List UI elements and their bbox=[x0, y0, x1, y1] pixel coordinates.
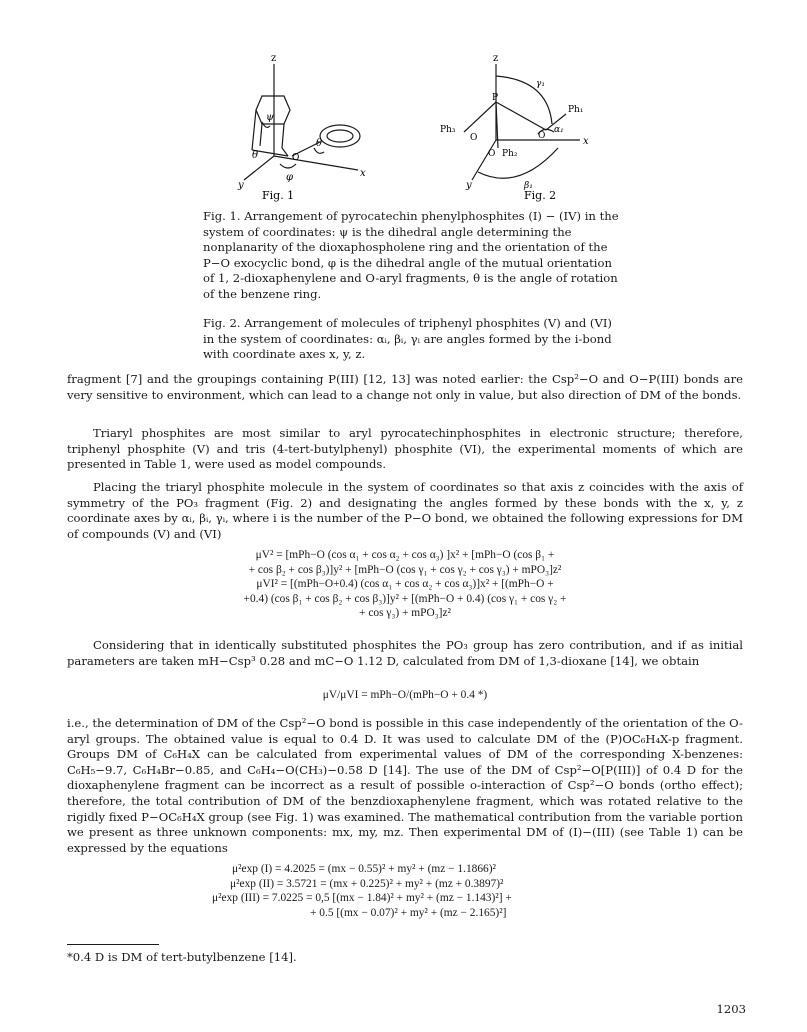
page-number: 1203 bbox=[716, 1002, 746, 1016]
fig2-ph1-label: Ph₁ bbox=[568, 105, 584, 115]
equation-line: μ²exp (III) = 7.0225 = 0,5 [(mx − 1.84)² + my² + (mz − 1.143)²] + bbox=[212, 892, 512, 905]
fig1-theta-symbol-right: θ bbox=[316, 138, 323, 149]
fig2-oxygen-label-3: O bbox=[488, 149, 496, 159]
fig2-ph2-label: Ph₂ bbox=[502, 149, 518, 159]
paragraph-1: fragment [7] and the groupings containing P(III) [12, 13] was noted earlier: the Csp²−O and O−P(III) bonds are very sensitive to environment, which can lead to a change not only in value, but also direction of DM of the bonds. bbox=[67, 372, 743, 402]
fig2-phosphorus-label: P bbox=[492, 93, 499, 103]
fig1-label: Fig. 1 bbox=[262, 189, 295, 202]
fig2-beta1-label: β₁ bbox=[524, 181, 533, 191]
figure-1 bbox=[222, 52, 382, 202]
fig2-gamma1-label: γ₁ bbox=[536, 79, 545, 89]
paragraph-2: Triaryl phosphites are most similar to aryl pyrocatechinphosphites in electronic structure; therefore, triphenyl phosphite (V) and tris (4-tert-butylphenyl) phosphite (VI), the experimental moments of which are presented in Table 1, were used as model compounds. bbox=[67, 426, 743, 472]
fig2-x-axis-label: x bbox=[583, 136, 589, 147]
figure-2 bbox=[418, 52, 603, 202]
fig1-oxygen-label: O bbox=[292, 153, 300, 163]
fig1-caption: Fig. 1. Arrangement of pyrocatechin phenylphosphites (I) − (IV) in the system of coordinates: ψ is the dihedral angle determining the nonplanarity of the dioxaphospholene ring and the orientation of the P−O exocyclic bond, φ is the dihedral angle of the mutual orientation of 1, 2-dioxaphenylene and O-aryl fragments, θ is the angle of rotation of the benzene ring. bbox=[203, 209, 619, 301]
equation-line: μVI² = [(mPh−O+0.4) (cos α₁ + cos α₂ + cos α₃)]x² + [(mPh−O + bbox=[256, 578, 554, 591]
equation-line: + cos β₂ + cos β₃)]y² + [mPh−O (cos γ₁ + cos γ₂ + cos γ₃) + mPO₃]z² bbox=[248, 563, 562, 576]
footnote-rule bbox=[67, 944, 159, 945]
fig2-label: Fig. 2 bbox=[524, 189, 557, 202]
fig1-z-axis-label: z bbox=[271, 53, 277, 64]
fig1-y-axis-label: y bbox=[238, 180, 244, 191]
fig2-ph3-label: Ph₃ bbox=[440, 125, 456, 135]
equation-line: μ²exp (II) = 3.5721 = (mx + 0.225)² + my² + (mz + 0.3897)² bbox=[230, 877, 504, 890]
fig2-caption: Fig. 2. Arrangement of molecules of triphenyl phosphites (V) and (VI) in the system of coordinates: αᵢ, βᵢ, γᵢ are angles formed by the i-bond with coordinate axes x, y, z. bbox=[203, 316, 612, 362]
equation-ratio: μV/μVI = mPh−O/(mPh−O + 0.4 *) bbox=[322, 689, 488, 701]
paragraph-5: i.e., the determination of DM of the Csp²−O bond is possible in this case independently of the orientation of the O-aryl groups. The obtained value is equal to 0.4 D. It was used to calculate DM of the (P)OC₆H₄X-p fragment. Groups DM of C₆H₄X can be calculated from experimental values of DM of the corresponding X-benzenes: C₆H₅−9.7, C₆H₄Br−0.85, and C₆H₄−O(CH₃)−0.58 D [14]. The use of the DM of Csp²−O[P(III)] of 0.4 D for the dioxaphenylene fragment can be incorrect as a result of possible o-interaction of Csp²−O bonds (ortho effect); therefore, the total contribution of DM of the benzdioxaphenylene fragment, which was rotated relative to the rigidly fixed P−OC₆H₄X group (see Fig. 1) was examined. The mathematical contribution from the variable portion we present as three unknown components: mx, my, mz. Then experimental DM of (I)−(III) (see Table 1) can be expressed by the equations bbox=[67, 716, 743, 855]
equation-line: μ²exp (I) = 4.2025 = (mx − 0.55)² + my² + (mz − 1.1866)² bbox=[232, 863, 496, 875]
fig2-y-axis-label: y bbox=[466, 180, 472, 191]
fig1-phi-symbol: φ bbox=[286, 172, 294, 183]
equation-line: + cos γ₃) + mPO₃]z² bbox=[359, 607, 451, 620]
fig2-z-axis-label: z bbox=[493, 53, 499, 64]
fig2-oxygen-label-2: O bbox=[470, 133, 478, 143]
fig1-theta-symbol-left: θ bbox=[252, 150, 259, 161]
paragraph-3: Placing the triaryl phosphite molecule in the system of coordinates so that axis z coincides with the axis of symmetry of the PO₃ fragment (Fig. 2) and designating the angles formed by these bonds with the x, y, z coordinate axes by αᵢ, βᵢ, γᵢ, where i is the number of the P−O bond, we obtained the following expressions for DM of compounds (V) and (VI) bbox=[67, 480, 743, 541]
fig1-x-axis-label: x bbox=[360, 168, 366, 179]
equation-block-dm-v-vi bbox=[190, 548, 620, 621]
equation-line: μV² = [mPh−O (cos α₁ + cos α₂ + cos α₃) ]x² + [mPh−O (cos β₁ + bbox=[255, 549, 555, 561]
equation-block-exp bbox=[212, 862, 612, 920]
equation-line: + 0.5 [(mx − 0.07)² + my² + (mz − 2.165)²] bbox=[310, 906, 507, 919]
paragraph-4: Considering that in identically substituted phosphites the PO₃ group has zero contribution, and if as initial parameters are taken mH−Csp³ 0.28 and mC−O 1.12 D, calculated from DM of 1,3-dioxane [14], we obtain bbox=[67, 638, 743, 668]
fig2-alpha1-label: α₁ bbox=[554, 125, 564, 135]
equation-line: +0.4) (cos β₁ + cos β₂ + cos β₃)]y² + [(mPh−O + 0.4) (cos γ₁ + cos γ₂ + bbox=[243, 592, 567, 605]
fig2-oxygen-label-1: O bbox=[538, 131, 546, 141]
footnote: *0.4 D is DM of tert-butylbenzene [14]. bbox=[67, 950, 297, 964]
fig1-psi-symbol: ψ bbox=[266, 112, 274, 123]
